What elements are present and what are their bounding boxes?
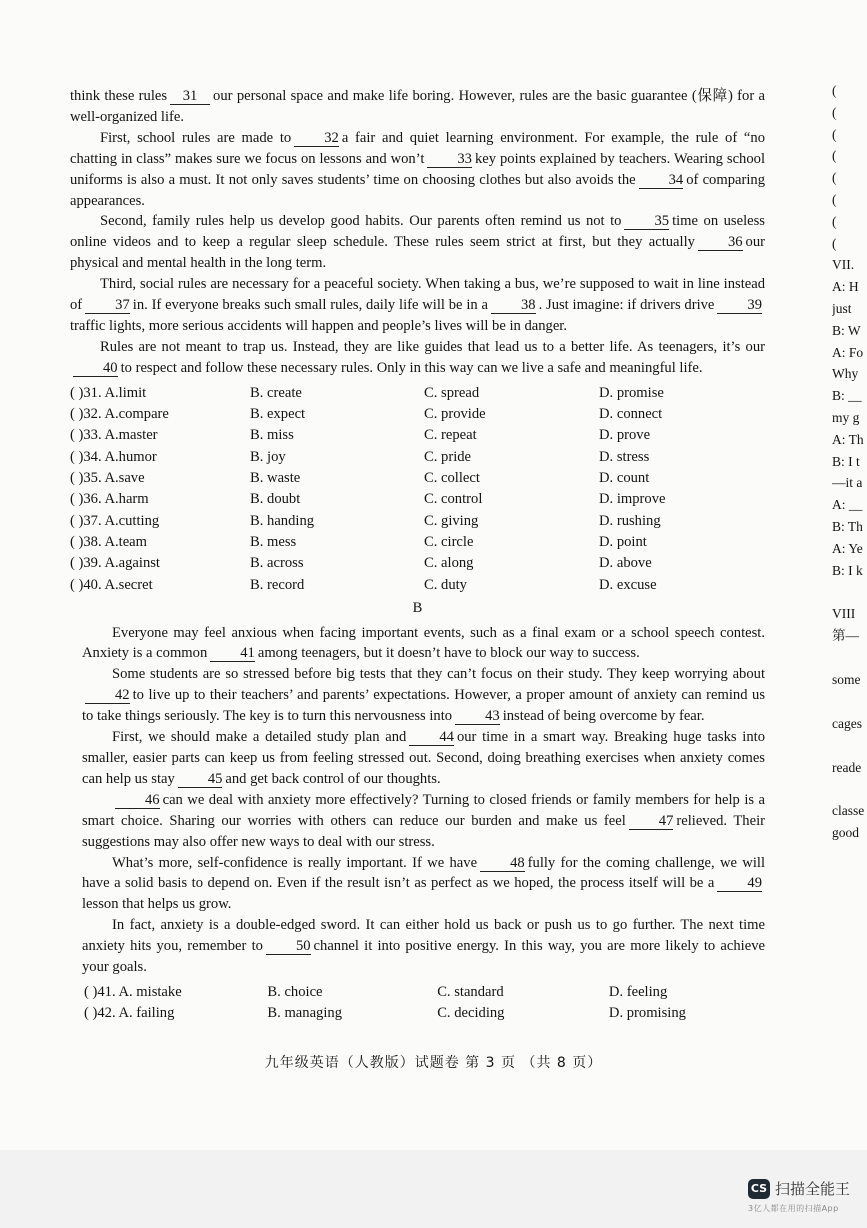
blank-35: 35: [624, 213, 669, 230]
option-d: D. point: [599, 533, 647, 550]
side-fragment-line: Why: [832, 366, 859, 382]
paragraph-a5: [70, 337, 765, 379]
blank-36: 36: [698, 234, 743, 251]
option-c: C. standard: [437, 984, 504, 1001]
side-fragment-line: B: I t: [832, 453, 860, 469]
side-fragment-line: A: __: [832, 497, 863, 513]
side-fragment-line: B: I k: [832, 562, 863, 578]
text: to respect and follow these necessary rules. Only in this way can we live a safe and meaningful life.: [120, 359, 703, 376]
option-b: B. mess: [250, 533, 297, 550]
option-a-with-number: ( )33. A.master: [70, 427, 158, 444]
option-b: B. doubt: [250, 491, 301, 508]
text: Rules are not meant to trap us. Instead, they are like guides that lead us to a better life. As teenagers, it’s our: [100, 338, 765, 355]
option-row: [70, 553, 765, 574]
option-a-with-number: ( )31. A.limit: [70, 384, 147, 401]
side-fragment-line: (: [832, 148, 837, 164]
blank-41: 41: [210, 645, 255, 662]
option-row: [70, 510, 765, 531]
text: Everyone may feel anxious when facing important events, such as a final exam or a school speech contest. Anxiety is a common: [82, 624, 765, 662]
blank-49: 49: [717, 875, 762, 892]
side-fragment-line: (: [832, 83, 837, 98]
side-fragment-line: VII.: [832, 257, 855, 273]
side-fragment-line: B: __: [832, 388, 862, 404]
option-a-with-number: ( )36. A.harm: [70, 491, 149, 508]
side-fragment-line: [832, 581, 867, 603]
side-fragment-line: A: H: [832, 279, 859, 295]
side-fragment-line: [832, 735, 867, 757]
option-c: C. collect: [424, 470, 480, 487]
option-d: D. connect: [599, 406, 663, 423]
option-a-with-number: ( )32. A.compare: [70, 406, 169, 423]
paragraph-a4: [70, 274, 765, 337]
side-fragment-line: (: [832, 213, 837, 229]
side-fragment-line: —it a: [832, 475, 863, 491]
side-fragment-line: (: [832, 126, 837, 142]
side-fragment-line: (: [832, 191, 837, 207]
text: to live up to their teachers’ and parents’ expectations. However, a proper amount of anxiety can remind us to take things seriously. The key is to turn this nervousness into: [82, 687, 765, 725]
text: a fair and quiet learning environment. For example, the rule of “no chatting in class” makes sure we focus on lessons and won’t: [70, 129, 765, 167]
camscanner-logo-icon: CS: [748, 1179, 770, 1199]
blank-47: 47: [629, 813, 674, 830]
options-31-40: [70, 383, 765, 596]
text: key points explained by teachers. Wearing school uniforms is also a must. It not only saves students’ time on choosing clothes but also avoids the: [70, 150, 765, 188]
option-d: D. improve: [599, 491, 666, 508]
paragraph-b4: [82, 790, 765, 853]
option-c: C. along: [424, 555, 474, 572]
side-fragment-line: (: [832, 104, 837, 120]
text: fully for the coming challenge, we will have a solid basis to depend on. Even if the result isn’t as perfect as we hoped, the process itself will be a: [82, 854, 765, 892]
text: Second, family rules help us develop good habits. Our parents often remind us not to: [100, 213, 622, 230]
option-row: [84, 1003, 765, 1024]
text: of comparing appearances.: [70, 171, 765, 209]
option-d: D. promise: [599, 384, 664, 401]
option-row: [70, 447, 765, 468]
side-fragment-line: good: [832, 825, 859, 841]
option-row: [70, 574, 765, 595]
option-row: [70, 425, 765, 446]
text: and get back control of our thoughts.: [225, 770, 441, 787]
option-c: C. circle: [424, 533, 474, 550]
side-fragment-line: [832, 691, 867, 713]
text: In fact, anxiety is a double-edged sword. It can either hold us back or push us to go further. The next time anxiety hits you, remember to: [82, 917, 765, 955]
option-b: B. managing: [267, 1005, 343, 1022]
paragraph-b6: [82, 915, 765, 978]
option-c: C. giving: [424, 512, 479, 529]
scanner-watermark: [748, 1178, 850, 1199]
option-b: B. handing: [250, 512, 315, 529]
option-a-with-number: ( )34. A.humor: [70, 448, 157, 465]
text: instead of being overcome by fear.: [502, 708, 705, 725]
text: in. If everyone breaks such small rules, daily life will be in a: [132, 297, 488, 314]
text: traffic lights, more serious accidents will happen and people’s lives will be in danger.: [70, 317, 568, 334]
text: our physical and mental health in the long term.: [70, 234, 765, 272]
side-fragment-line: reade: [832, 759, 862, 775]
side-fragment-line: A: Th: [832, 431, 864, 447]
side-fragment-line: (: [832, 170, 837, 186]
option-d: D. prove: [599, 427, 651, 444]
option-d: D. feeling: [608, 984, 668, 1001]
option-row: [70, 404, 765, 425]
text: Third, social rules are necessary for a peaceful society. When taking a bus, we’re supposed to wait in line instead of: [70, 276, 765, 314]
text: lesson that helps us grow.: [82, 896, 232, 913]
text: think these rules: [70, 88, 168, 104]
option-b: B. across: [250, 555, 304, 572]
blank-40: 40: [73, 360, 118, 377]
option-a-with-number: ( )40. A.secret: [70, 576, 153, 593]
blank-46: 46: [115, 792, 160, 809]
section-b-heading: B: [412, 599, 423, 616]
blank-31: 31: [170, 88, 210, 105]
side-fragment-line: [832, 778, 867, 800]
text: channel it into positive energy. In this way, you are more likely to achieve your goals.: [82, 938, 765, 976]
paragraph-b1: [82, 623, 765, 665]
text: Some students are so stressed before big tests that they can’t focus on their study. They keep worrying about: [112, 666, 765, 683]
blank-38: 38: [491, 297, 536, 314]
blank-34: 34: [639, 172, 684, 189]
option-a-with-number: ( )41. A. mistake: [84, 984, 182, 1001]
text: . Just imagine: if drivers drive: [538, 297, 715, 314]
options-41-42: [84, 982, 765, 1025]
side-fragment-line: B: W: [832, 322, 861, 338]
side-fragment-line: A: Ye: [832, 540, 863, 556]
option-a-with-number: ( )42. A. failing: [84, 1005, 175, 1022]
text: relieved. Their suggestions may also offer new ways to deal with our stress.: [82, 812, 765, 850]
blank-48: 48: [480, 855, 525, 872]
text: What’s more, self-confidence is really important. If we have: [112, 854, 478, 871]
side-fragment-line: 第—: [832, 628, 859, 644]
blank-44: 44: [409, 729, 454, 746]
option-d: D. stress: [599, 448, 650, 465]
paragraph-a3: [70, 211, 765, 274]
option-a-with-number: ( )35. A.save: [70, 470, 145, 487]
paragraph-b2: [82, 664, 765, 727]
option-c: C. duty: [424, 576, 467, 593]
option-a-with-number: ( )37. A.cutting: [70, 512, 160, 529]
option-row: [70, 532, 765, 553]
option-a-with-number: ( )39. A.against: [70, 555, 160, 572]
side-fragment-line: some: [832, 671, 861, 687]
side-fragment-line: [832, 647, 867, 669]
option-row: [84, 982, 765, 1003]
paragraph-a2: [70, 128, 765, 212]
text: First, school rules are made to: [100, 129, 292, 146]
text: among teenagers, but it doesn’t have to block our way to success.: [257, 645, 640, 662]
side-fragment-line: my g: [832, 409, 860, 425]
side-fragment-line: B: Th: [832, 518, 863, 534]
watermark-name: 扫描全能王: [775, 1180, 851, 1198]
option-c: C. control: [424, 491, 483, 508]
option-row: [70, 383, 765, 404]
option-c: C. provide: [424, 406, 486, 423]
text: our time in a smart way. Breaking huge tasks into smaller, easier parts can keep us from feeling stressed out. Second, doing breathing exercises when anxiety comes can help us stay: [82, 729, 765, 787]
page-footer: 九年级英语（人教版）试题卷 第 3 页 （共 8 页）: [264, 1055, 603, 1071]
paragraph-b3: [82, 727, 765, 790]
option-d: D. promising: [608, 1005, 686, 1022]
side-fragment-line: classe: [832, 803, 865, 819]
option-c: C. deciding: [437, 1005, 505, 1022]
option-row: [70, 468, 765, 489]
blank-37: 37: [85, 297, 130, 314]
passage-b: [82, 623, 765, 978]
option-d: D. excuse: [599, 576, 657, 593]
option-d: D. rushing: [599, 512, 661, 529]
option-b: B. create: [250, 384, 302, 401]
side-fragment-line: (: [832, 235, 837, 251]
option-c: C. spread: [424, 384, 480, 401]
text: time on useless online videos and to keep a regular sleep schedule. These rules seem strict at first, but they actually: [70, 213, 765, 251]
option-a-with-number: ( )38. A.team: [70, 533, 148, 550]
option-b: B. waste: [250, 470, 301, 487]
option-d: D. above: [599, 555, 652, 572]
blank-32: 32: [294, 130, 339, 147]
option-b: B. record: [250, 576, 305, 593]
blank-39: 39: [717, 297, 762, 314]
option-b: B. expect: [250, 406, 306, 423]
blank-45: 45: [178, 771, 223, 788]
main-column: [70, 86, 765, 1025]
watermark-subtitle: 3亿人都在用的扫描App: [748, 1204, 839, 1213]
option-b: B. choice: [267, 984, 323, 1001]
option-b: B. miss: [250, 427, 294, 444]
blank-43: 43: [455, 708, 500, 725]
option-b: B. joy: [250, 448, 286, 465]
blank-42: 42: [85, 687, 130, 704]
option-c: C. pride: [424, 448, 472, 465]
text: our personal space and make life boring. However, rules are the basic guarantee (保障) for a well-organized life.: [70, 88, 765, 125]
option-d: D. count: [599, 470, 650, 487]
adjacent-page-fragment: [832, 80, 867, 844]
text: can we deal with anxiety more effectively? Turning to closed friends or family members for help is a smart choice. Sharing our worries with others can reduce our burden and make us feel: [82, 791, 765, 829]
paragraph-b5: [82, 853, 765, 916]
paragraph-a1: [70, 86, 765, 128]
side-fragment-line: cages: [832, 715, 862, 731]
option-row: [70, 489, 765, 510]
blank-50: 50: [266, 938, 311, 955]
option-c: C. repeat: [424, 427, 477, 444]
side-fragment-line: just: [832, 300, 852, 316]
text: First, we should make a detailed study plan and: [112, 729, 407, 746]
side-fragment-line: VIII: [832, 606, 856, 622]
side-fragment-line: A: Fo: [832, 344, 864, 360]
blank-33: 33: [427, 151, 472, 168]
